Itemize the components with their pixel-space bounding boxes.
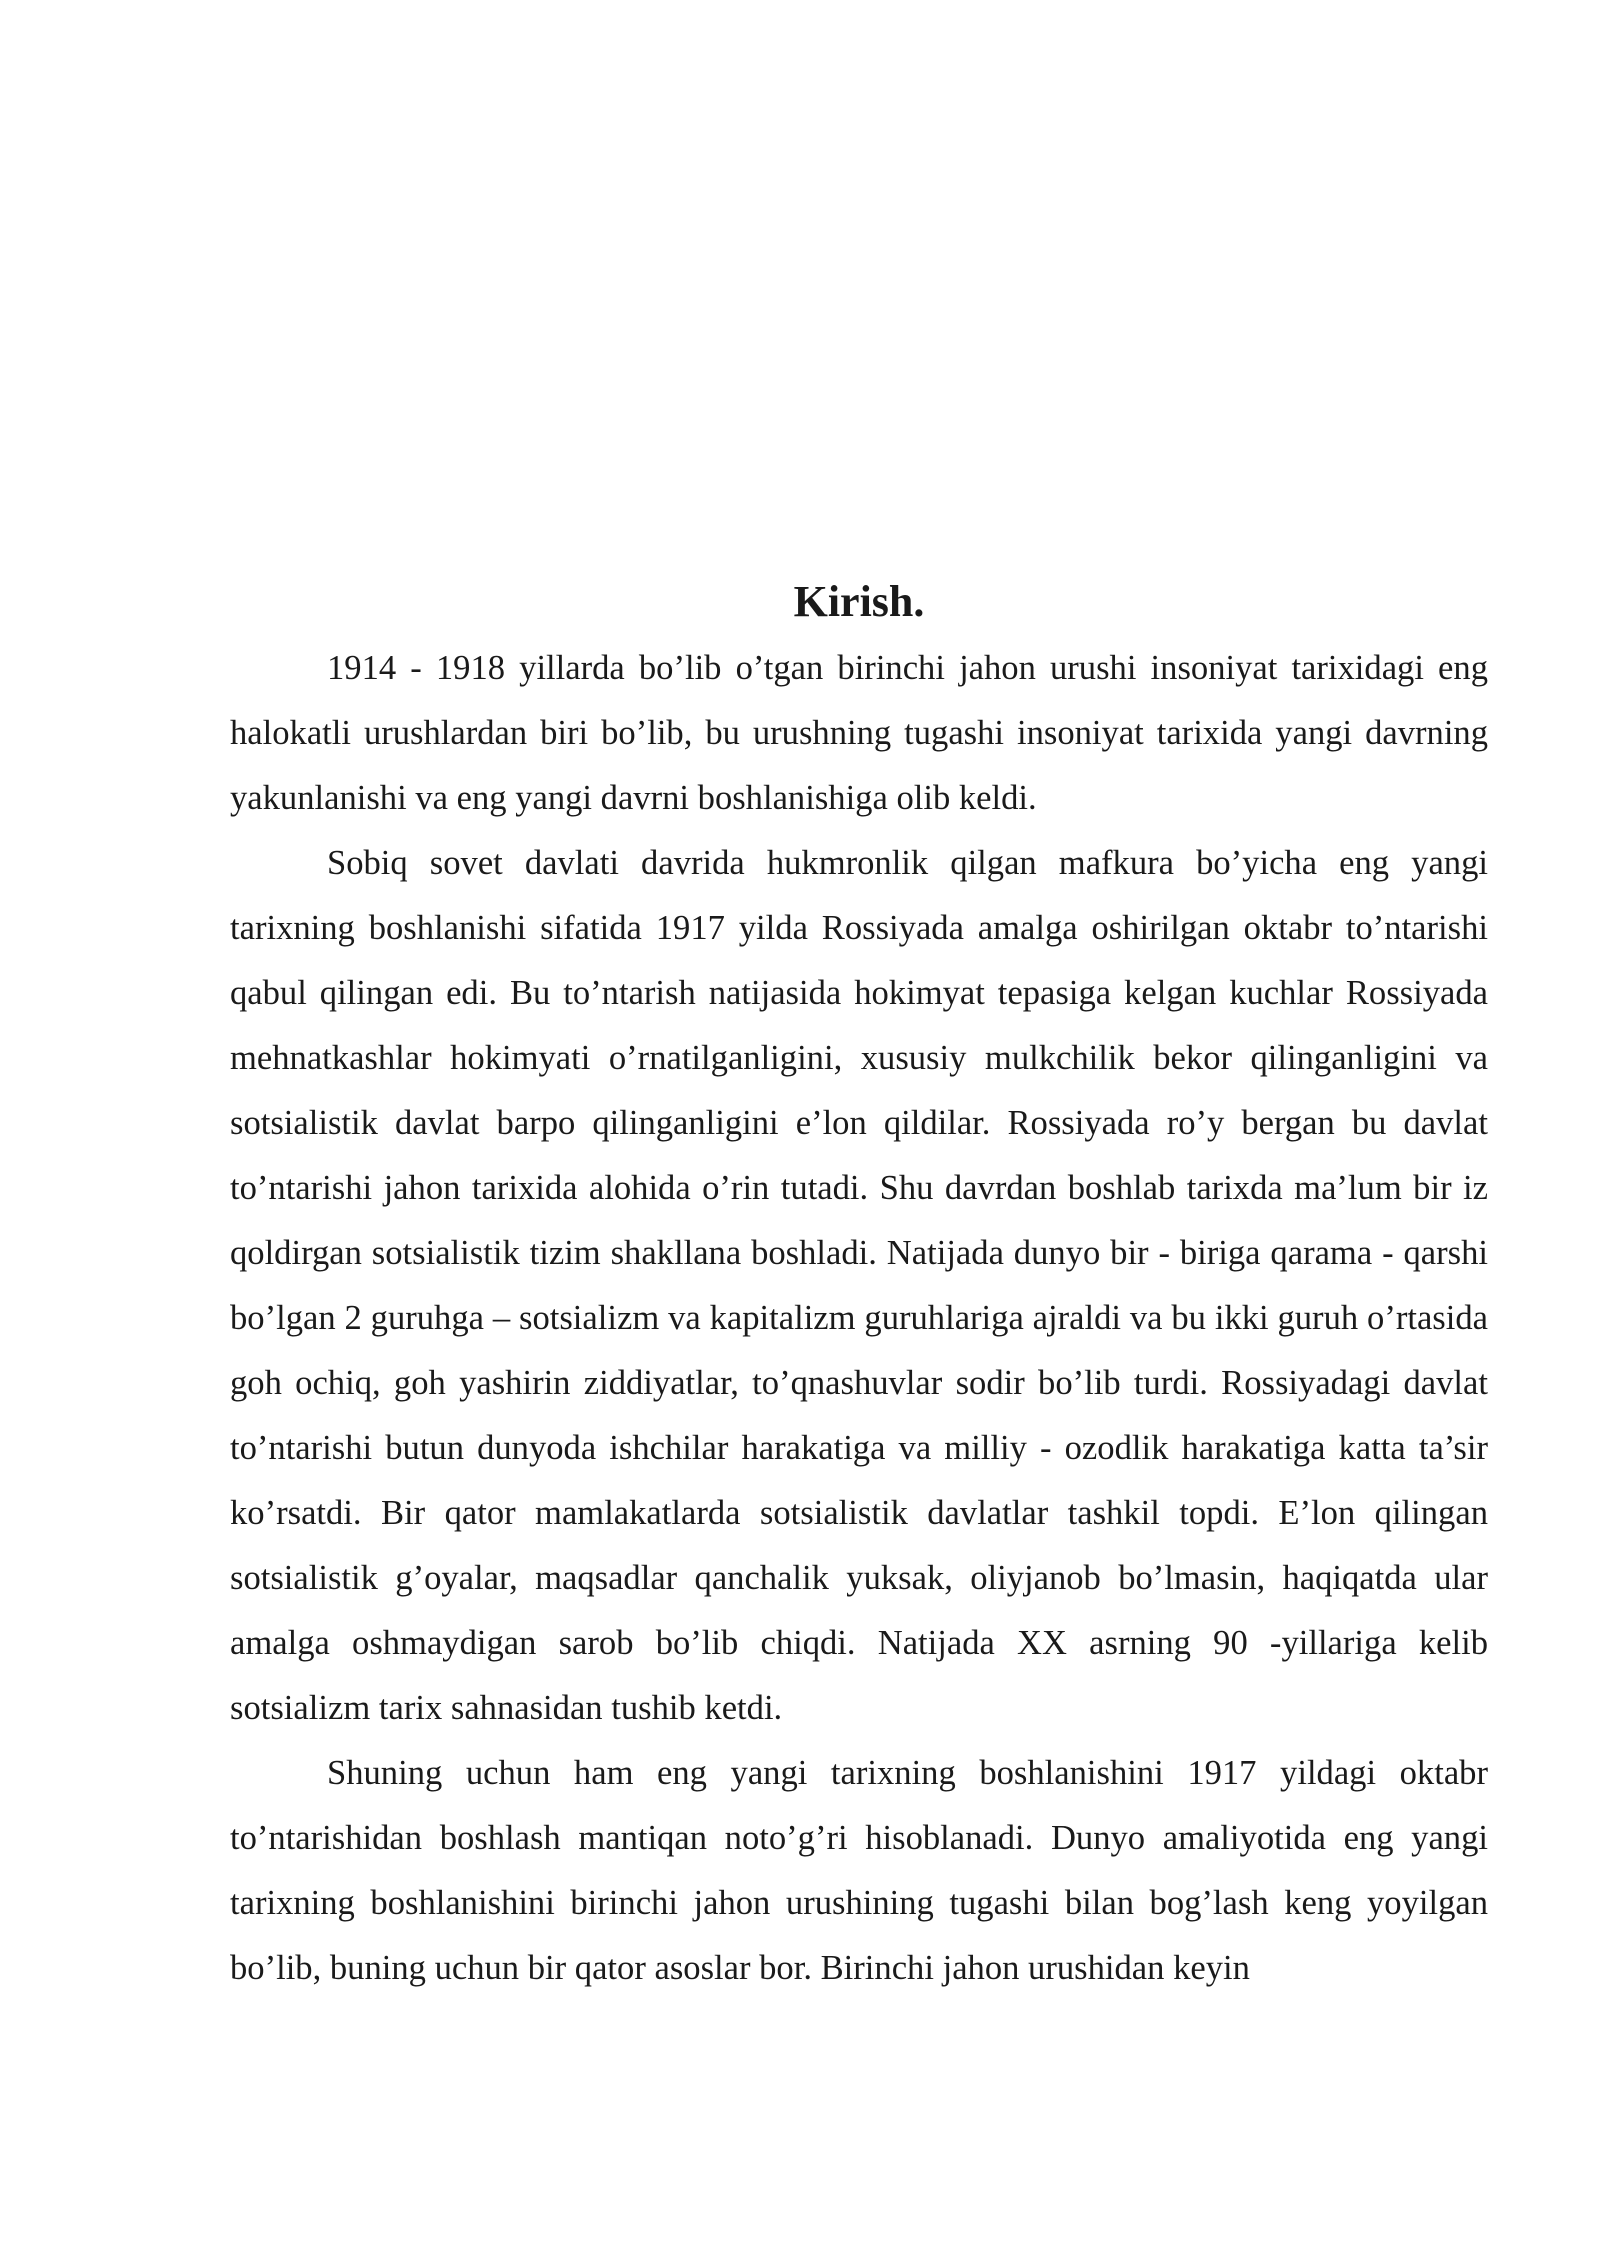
paragraph-2: Sobiq sovet davlati davrida hukmronlik qilgan mafkura bo’yicha eng yangi tarixning boshlanishi sifatida 1917 yilda Rossiyada amalga oshirilgan oktabr to’ntarishi qabul qilingan edi. Bu to’ntarish natijasida hokimyat tepasiga kelgan kuchlar Rossiyada mehnatkashlar hokimyati o’rnatilganligini, xususiy mulkchilik bekor qilinganligini va sotsialistik davlat barpo qilinganligini e’lon qildilar. Rossiyada ro’y bergan bu davlat to’ntarishi jahon tarixida alohida o’rin tutadi. Shu davrdan boshlab tarixda ma’lum bir iz qoldirgan sotsialistik tizim shakllana boshladi. Natijada dunyo bir - biriga qarama - qarshi bo’lgan 2 guruhga – sotsializm va kapitalizm guruhlariga ajraldi va bu ikki guruh o’rtasida goh ochiq, goh yashirin ziddiyatlar, to’qnashuvlar sodir bo’lib turdi. Rossiyadagi davlat to’ntarishi butun dunyoda ishchilar harakatiga va milliy - ozodlik harakatiga katta ta’sir ko’rsatdi. Bir qator mamlakatlarda sotsialistik davlatlar tashkil topdi. E’lon qilingan sotsialistik g’oyalar, maqsadlar qanchalik yuksak, oliyjanob bo’lmasin, haqiqatda ular amalga oshmaydigan sarob bo’lib chiqdi. Natijada XX asrning 90 -yillariga kelib sotsializm tarix sahnasidan tushib ketdi. — [230, 844, 1488, 1727]
document-body — [230, 570, 1488, 2001]
page-title: Kirish. — [793, 577, 925, 626]
paragraph-3: Shuning uchun ham eng yangi tarixning boshlanishini 1917 yildagi oktabr to’ntarishidan boshlash mantiqan noto’g’ri hisoblanadi. Dunyo amaliyotida eng yangi tarixning boshlanishini birinchi jahon urushining tugashi bilan bog’lash keng yoyilgan bo’lib, buning uchun bir qator asoslar bor. Birinchi jahon urushidan keyin — [230, 1754, 1488, 1987]
paragraph-1: 1914 - 1918 yillarda bo’lib o’tgan birinchi jahon urushi insoniyat tarixidagi eng halokatli urushlardan biri bo’lib, bu urushning tugashi insoniyat tarixida yangi davrning yakunlanishi va eng yangi davrni boshlanishiga olib keldi. — [230, 649, 1488, 817]
